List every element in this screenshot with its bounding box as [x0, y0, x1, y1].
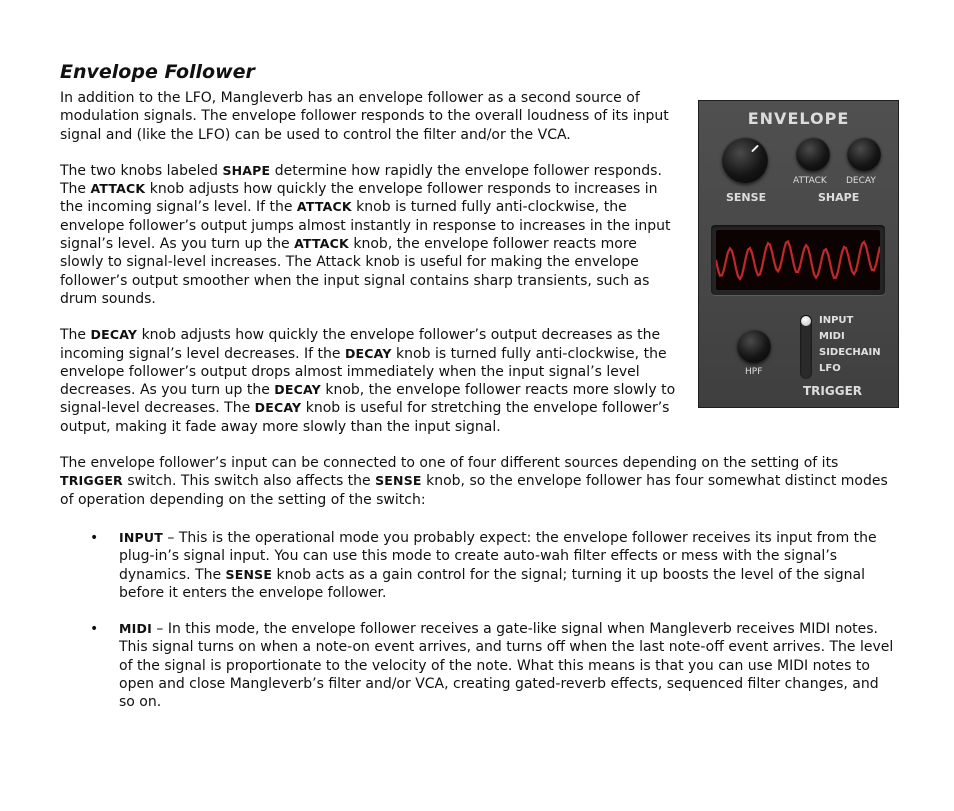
bullet-mark: •: [90, 621, 99, 638]
text-run: knob adjusts how quickly the envelope follower responds to increases in the incoming signal’s level. If the: [60, 181, 658, 216]
shape-label: SHAPE: [818, 191, 860, 204]
text-run: knob is useful for stretching the envelope follower’s output, making it fade away more slowly than the input signal.: [60, 400, 670, 435]
text-run: knob, so the envelope follower has four somewhat distinct modes of operation depending on the setting of the switch:: [60, 473, 888, 508]
text-run: knob, the envelope follower reacts more slowly to signal-level decreases. The: [60, 382, 676, 417]
list-item-input-mode: [60, 529, 894, 602]
keyword-decay: DECAY: [90, 327, 138, 343]
trigger-option-sidechain[interactable]: SIDECHAIN: [819, 347, 881, 358]
trigger-option-midi[interactable]: MIDI: [819, 331, 845, 342]
trigger-modes-list: [60, 529, 894, 712]
text-run: determine how rapidly the envelope follower responds. The: [60, 162, 662, 198]
decay-knob[interactable]: [847, 137, 881, 171]
hpf-label: HPF: [745, 367, 763, 377]
text-run: – In this mode, the envelope follower receives a gate-like signal when Mangleverb receives MIDI notes. This signal turns on when a note-on event arrives, and turns off when the last note-off event arrives. The level of the signal is proportionate to the velocity of the note. What this means is that you can use MIDI notes to open and close Mangleverb’s filter and/or VCA, creating gated-reverb effects, sequenced filter changes, and so on.: [119, 621, 894, 711]
envelope-display-screen: [716, 230, 880, 290]
envelope-display: [711, 225, 885, 295]
keyword-trigger: TRIGGER: [60, 473, 123, 489]
text-run: switch. This switch also affects the: [122, 473, 376, 490]
panel-title: ENVELOPE: [747, 109, 850, 128]
waveform-line: [716, 242, 880, 279]
keyword-decay: DECAY: [274, 382, 321, 398]
document-page: [60, 60, 894, 712]
keyword-shape: SHAPE: [222, 162, 271, 178]
text-run: – This is the operational mode you probably expect: the envelope follower receives its input from the plug-in’s signal input. You can use this mode to create auto-wah filter effects or mess with the signal’s dynamics. The: [119, 529, 877, 583]
text-run: The: [60, 327, 91, 344]
sense-label: SENSE: [726, 191, 767, 204]
trigger-option-input[interactable]: INPUT: [819, 315, 854, 326]
text-run: knob, the envelope follower reacts more slowly to signal-level increases. The Attack knob is useful for making the envelope follower’s output smoother when the input signal contains sharp transients, such as drum sounds.: [60, 236, 650, 307]
trigger-switch[interactable]: [800, 315, 812, 379]
sense-knob-indicator: [751, 145, 759, 153]
keyword-decay: DECAY: [254, 400, 302, 416]
keyword-decay: DECAY: [344, 345, 392, 361]
trigger-label: TRIGGER: [803, 384, 863, 398]
bullet-mark: •: [90, 529, 99, 546]
trigger-paragraph: [60, 454, 894, 509]
keyword-midi: MIDI: [119, 621, 152, 637]
intro-paragraph: In addition to the LFO, Mangleverb has an envelope follower as a second source of modulation signals. The envelope follower responds to the overall loudness of its input signal and (like the LFO) can be used to control the filter and/or the VCA.: [60, 90, 669, 143]
text-run: knob is turned fully anti-clockwise, the envelope follower’s output jumps almost instantly in response to increases in the input signal’s level. As you turn up the: [60, 199, 671, 253]
keyword-input: INPUT: [119, 529, 163, 545]
envelope-panel-figure: [698, 100, 899, 408]
text-run: The envelope follower’s input can be connected to one of four different sources depending on the setting of its: [60, 455, 839, 472]
keyword-attack: ATTACK: [90, 181, 146, 197]
attack-label: ATTACK: [793, 176, 827, 186]
keyword-sense: SENSE: [375, 473, 422, 489]
text-run: knob acts as a gain control for the signal; turning it up boosts the level of the signal before it enters the envelope follower.: [119, 566, 866, 601]
keyword-sense: SENSE: [225, 566, 273, 582]
decay-label: DECAY: [846, 176, 876, 186]
envelope-panel: [698, 100, 899, 408]
envelope-waveform: [716, 230, 880, 290]
list-item-midi-mode: [60, 620, 894, 711]
keyword-attack: ATTACK: [296, 199, 352, 215]
trigger-option-lfo[interactable]: LFO: [819, 363, 841, 374]
attack-knob[interactable]: [796, 137, 830, 171]
keyword-attack: ATTACK: [294, 236, 349, 252]
sense-knob[interactable]: [722, 137, 768, 183]
text-run: The two knobs labeled: [60, 162, 223, 179]
text-run: knob is turned fully anti-clockwise, the envelope follower’s output drops almost immediately when the input signal’s level decreases. As you turn up the: [60, 345, 667, 399]
page-heading: Envelope Follower: [60, 61, 255, 83]
text-run: knob adjusts how quickly the envelope follower’s output decreases as the incoming signal’s level decreases. If the: [60, 327, 661, 362]
hpf-knob[interactable]: [737, 329, 771, 363]
trigger-switch-led: [801, 316, 811, 326]
